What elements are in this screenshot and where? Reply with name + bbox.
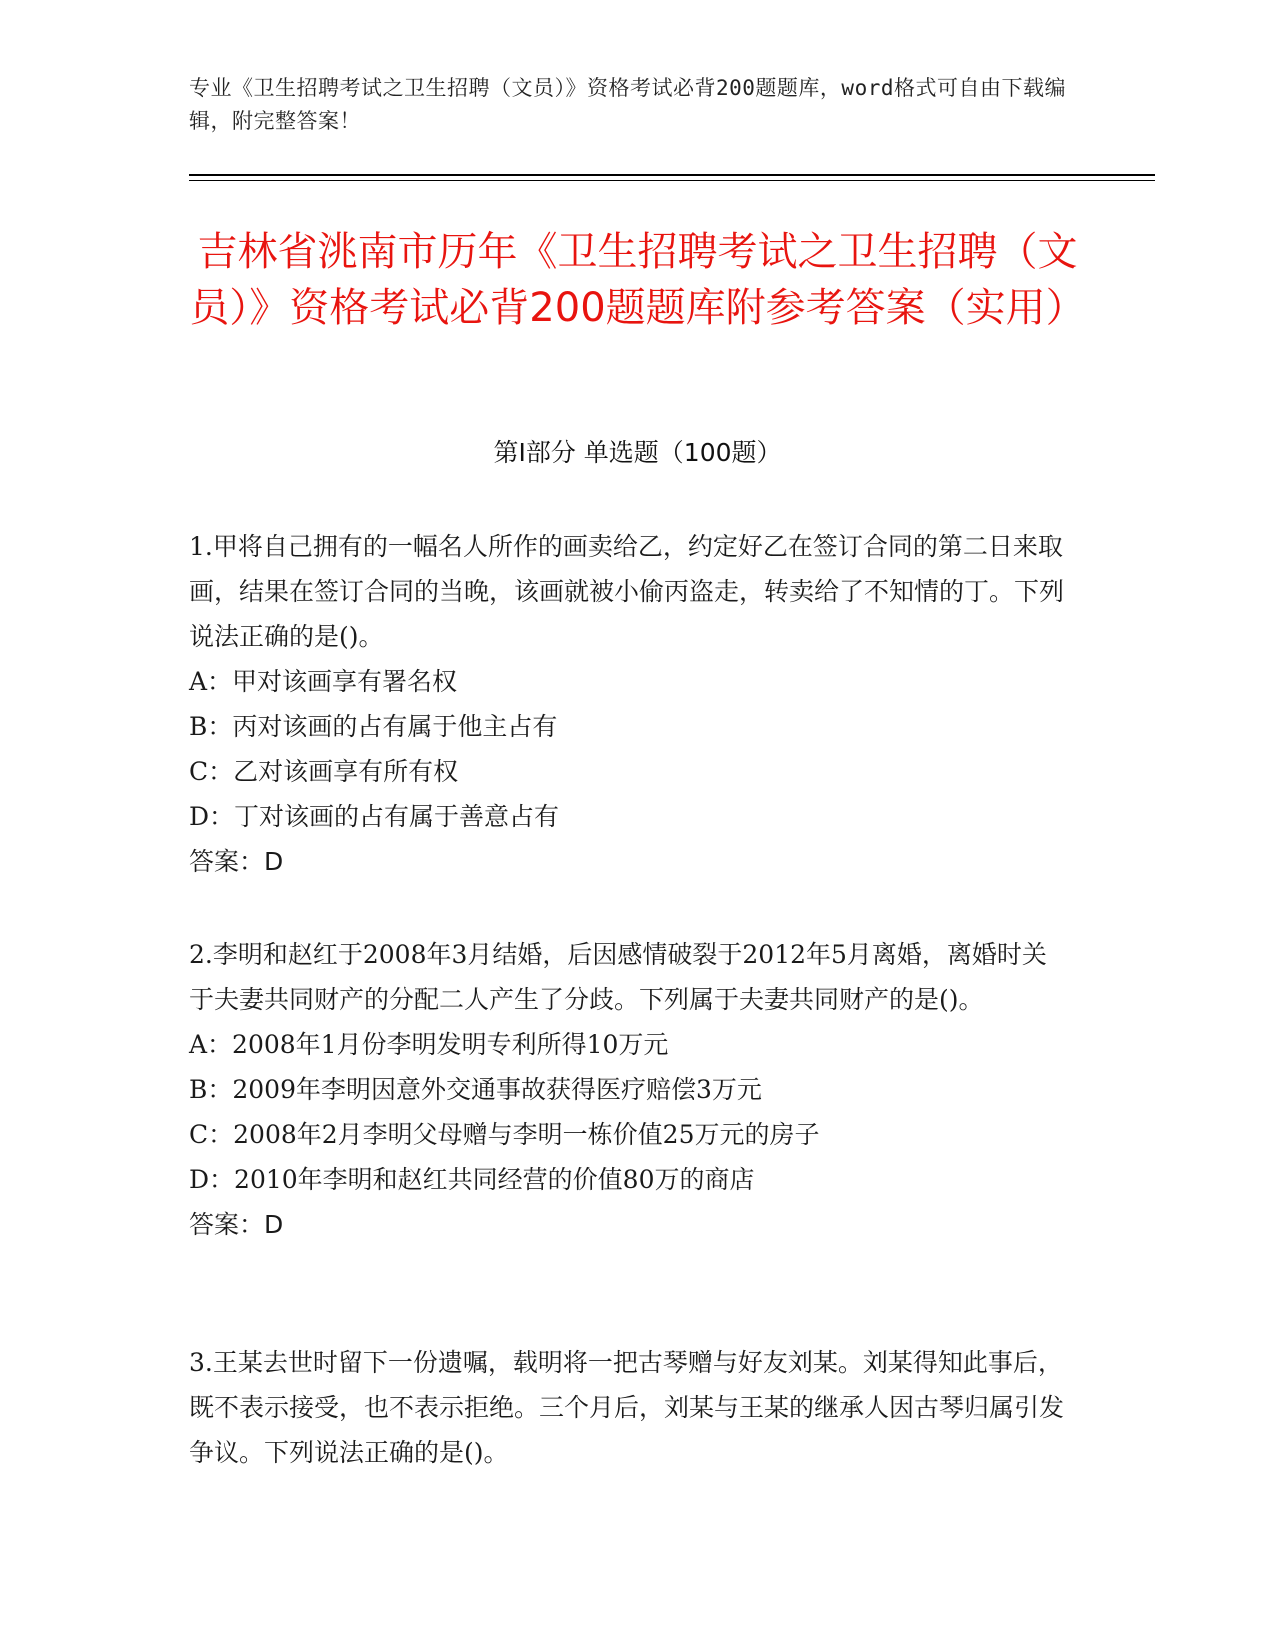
answer: 答案：D bbox=[189, 1210, 284, 1239]
question-stem: 3.王某去世时留下一份遗嘱，载明将一把古琴赠与好友刘某。刘某得知此事后，既不表示接受，也不表示拒绝。三个月后，刘某与王某的继承人因古琴归属引发争议。下列说法正确的是()。 bbox=[189, 1348, 1065, 1467]
option-a: A：甲对该画享有署名权 bbox=[189, 667, 458, 696]
answer: 答案：D bbox=[189, 847, 284, 876]
header-note: 专业《卫生招聘考试之卫生招聘（文员）》资格考试必背200题题库，word格式可自由下载编辑，附完整答案！ bbox=[189, 76, 1066, 133]
question-2 bbox=[189, 932, 1069, 1247]
header-divider-thin bbox=[189, 180, 1155, 181]
section-heading: 第I部分 单选题（100题） bbox=[493, 438, 782, 467]
option-c: C：2008年2月李明父母赠与李明一栋价值25万元的房子 bbox=[189, 1120, 820, 1149]
option-d: D：2010年李明和赵红共同经营的价值80万的商店 bbox=[189, 1165, 755, 1194]
option-d: D：丁对该画的占有属于善意占有 bbox=[189, 802, 560, 831]
question-stem: 2.李明和赵红于2008年3月结婚，后因感情破裂于2012年5月离婚，离婚时关于夫妻共同财产的分配二人产生了分歧。下列属于夫妻共同财产的是()。 bbox=[189, 940, 1047, 1014]
header-divider-thick bbox=[189, 174, 1155, 176]
question-1 bbox=[189, 524, 1069, 884]
question-3 bbox=[189, 1340, 1069, 1475]
option-a: A：2008年1月份李明发明专利所得10万元 bbox=[189, 1030, 669, 1059]
question-stem: 1.甲将自己拥有的一幅名人所作的画卖给乙，约定好乙在签订合同的第二日来取画，结果在签订合同的当晚，该画就被小偷丙盗走，转卖给了不知情的丁。下列说法正确的是()。 bbox=[189, 532, 1065, 651]
option-b: B：丙对该画的占有属于他主占有 bbox=[189, 712, 558, 741]
document-title: 吉林省洮南市历年《卫生招聘考试之卫生招聘（文员）》资格考试必背200题题库附参考答案（实用） bbox=[189, 229, 1086, 331]
option-c: C：乙对该画享有所有权 bbox=[189, 757, 459, 786]
option-b: B：2009年李明因意外交通事故获得医疗赔偿3万元 bbox=[189, 1075, 762, 1104]
